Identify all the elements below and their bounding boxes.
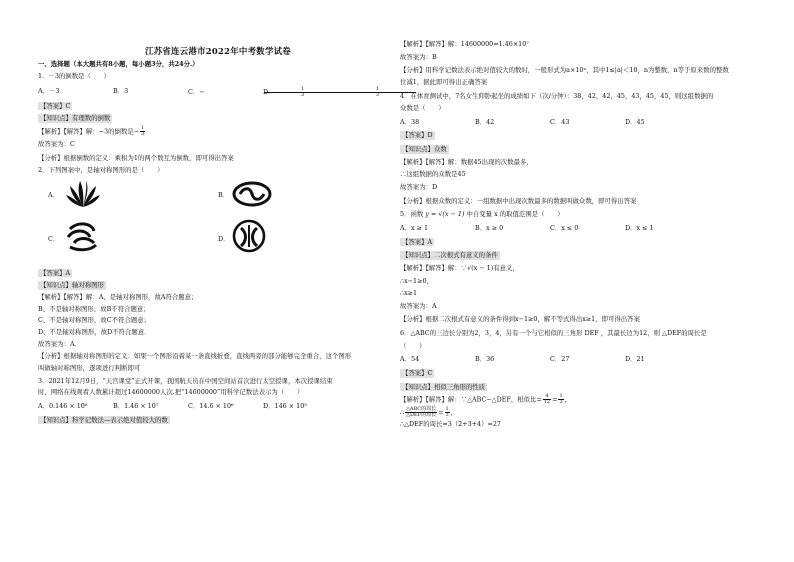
q5-option-d: D．x ≤ 1 [625,223,654,232]
circle-emblem-logo-icon [232,219,266,253]
q5-analysis-line: ∴x−1≥0， [400,276,433,285]
q3-options [38,402,338,411]
q3-stem: 3．2021年12月9日，“天宫课堂”正式开课，我国航天员在中国空间站首次进行太空授课，本次授课结束 [38,376,333,385]
q5-analysis-line: ∴x≥1 [400,289,418,298]
right-column [400,40,760,429]
q5-answer: 【答案】A [402,237,433,246]
q2-analysis-line: C、不是轴对称图形，故C不符合题意； [38,316,151,325]
q1-knowledge: 【知识点】有理数的倒数 [40,114,111,123]
section-heading: 一、选择题（本大题共有8小题，每小题3分，共24分.） [38,60,199,69]
q3-stem-cont: 时，网络在线观看人数累计超过14600000人次.把“14600000”用科学记数法表示为（ ） [38,388,304,397]
q2-answer: 【答案】A [40,268,71,277]
q4-options [400,118,700,127]
q3-analysis: 【解析】【解答】解：14600000=1.46×10⁷ [400,40,529,48]
q4-option-b: B．42 [475,117,495,126]
q4-stem-cont: 众数是（ ） [400,104,445,113]
q6-stem: 6．△ABC的三边长分别为2，3，4，另有一个与它相似的三角形 DEF ，其最长边为12，则 △DEF的周长是 [400,329,707,338]
q1-stem: 1．－3的倒数是（ ） [38,71,111,80]
q2-knowledge: 【知识点】轴对称图形 [40,281,104,290]
swirl-stripes-logo-icon [64,219,100,253]
q5-stem: 5．函数 y = √(x − 1) 中自变量 x 的取值范围是（ ） [400,210,564,219]
q5-analysis-line: 【解析】【解答】解：∵√(x − 1)有意义， [400,263,519,272]
q5-formula: y = √(x − 1) [425,210,465,219]
q2-option-a: A． [48,191,59,200]
q6-stem-cont: （ ） [400,341,426,350]
q1-option-c-frac: $\frac{1}{3}$ [264,87,339,98]
q4-analysis-line: 【解析】【解答】解：数据45出现的次数最多， [400,157,533,166]
q4-option-a: A．38 [400,117,420,126]
q4-stem: 4．在体育测试中，7名女生仰卧起坐的成绩如下（次/分钟）：38，42，42，45，43，45，45，则这组数据的 [400,91,714,100]
q6-perimeter-line: ∴△DEF的周长=3（2+3+4）=27 [400,420,501,429]
q4-conclusion: 故答案为：D [400,183,438,192]
q5-options [400,224,700,233]
q3-option-d: D．146 × 10⁵ [263,401,307,410]
q2-option-d: D． [218,235,230,244]
q5-knowledge: 【知识点】二次根式有意义的条件 [402,251,498,260]
q5-option-b: B．x ≥ 0 [475,223,504,232]
q5-option-a: A．x ≥ 1 [400,223,429,232]
q6-analysis: 【解析】【解答】解：∵△ABC∽△DEF，相似比= $\frac{4}{12}$ = $\frac{1}{3}$ ， [400,393,572,406]
petal-logo-icon [64,179,102,209]
q2-analysis-line: B、不是轴对称图形，故B不符合题意； [38,304,150,313]
q6-ratio-line: ∴ $\frac{\text{△ABC的周长}}{\text{△DEF的周长}}$ = $\frac{1}{3}$ ， [400,406,458,419]
q1-option-b: B．3 [113,86,129,95]
q4-option-d: D．45 [625,117,645,126]
q2-conclusion: 故答案为：A． [38,339,81,348]
q1-analysis: 【解析】【解答】解：−3的倒数是− $\frac{1}{3}$ [38,124,145,137]
oval-swirl-logo-icon [232,181,272,207]
q5-fenxi: 【分析】根据二次根式有意义的条件得到x−1≥0，解不等式得出x≥1，即可得出答案 [400,315,640,324]
q2-logo-options [38,177,398,265]
q1-option-a: A．－3 [38,86,60,95]
q4-analysis-line: ∴这组数据的众数是45 [400,170,466,179]
q1-option-d-frac: $\frac{1}{3}$ [339,87,414,98]
q1-options [38,85,380,98]
q5-option-c: C．x ≤ 0 [550,223,579,232]
q1-answer: 【答案】C [40,101,71,110]
q1-option-c: C．− $\frac{1}{3}$ [188,87,263,98]
q1-fenxi: 【分析】根据倒数的定义：乘积为1的两个数互为倒数，即可得出答案 [38,153,234,162]
q3-fenxi: 【分析】用科学记数法表示绝对值较大的数时，一般形式为a×10ⁿ，其中1≤|a|＜10，n为整数，n等于原来数的整数 [400,66,729,75]
q2-stem: 2．下列图案中，是轴对称图形的是（ ） [38,166,164,175]
q3-fenxi-cont: 位减1，据此即可得出正确答案 [400,77,488,86]
q3-knowledge: 【知识点】科学记数法—表示绝对值较大的数 [40,415,168,424]
q6-option-d: D．21 [625,355,645,364]
q1-option-d: D． $\frac{1}{3}$ [263,87,338,98]
q2-analysis-line: D、不是轴对称图形，故D不符合题意． [38,328,151,337]
q1-conclusion: 故答案为：C [38,139,75,148]
q6-option-b: B．36 [475,355,495,364]
q2-analysis-line: 【解析】【解答】解：A、是轴对称图形，故A符合题意； [38,293,198,302]
q4-fenxi: 【分析】根据众数的定义：一组数据中出现次数最多的数据叫做众数，即可得出答案 [400,196,637,205]
page-title: 江苏省连云港市2022年中考数学试卷 [145,46,291,56]
q6-option-c: C．27 [550,355,570,364]
left-column [38,0,398,424]
q6-options [400,355,700,364]
q2-option-b: B． [218,191,229,200]
q4-option-c: C．43 [550,117,570,126]
q2-fenxi-cont: 叫做轴对称图形，逐项进行判断即可 [38,363,141,372]
q6-option-a: A．54 [400,355,420,364]
q4-answer: 【答案】D [402,131,433,140]
q4-knowledge: 【知识点】众数 [402,145,447,154]
q6-knowledge: 【知识点】相似三角形的性质 [402,382,486,391]
q2-option-c: C． [48,235,59,244]
q6-answer: 【答案】C [402,369,433,378]
q3-conclusion: 故答案为：B [400,52,437,61]
q3-option-c: C．14.6 × 10⁶ [188,401,234,410]
q3-option-a: A．0.146 × 10⁸ [38,401,88,410]
q2-fenxi: 【分析】根据轴对称图形的定义：如果一个图形沿着某一条直线折叠，直线两旁的部分能够完全重合，这个图形 [38,352,352,361]
q3-option-b: B．1.46 × 10⁷ [113,401,159,410]
q5-conclusion: 故答案为：A [400,301,437,310]
